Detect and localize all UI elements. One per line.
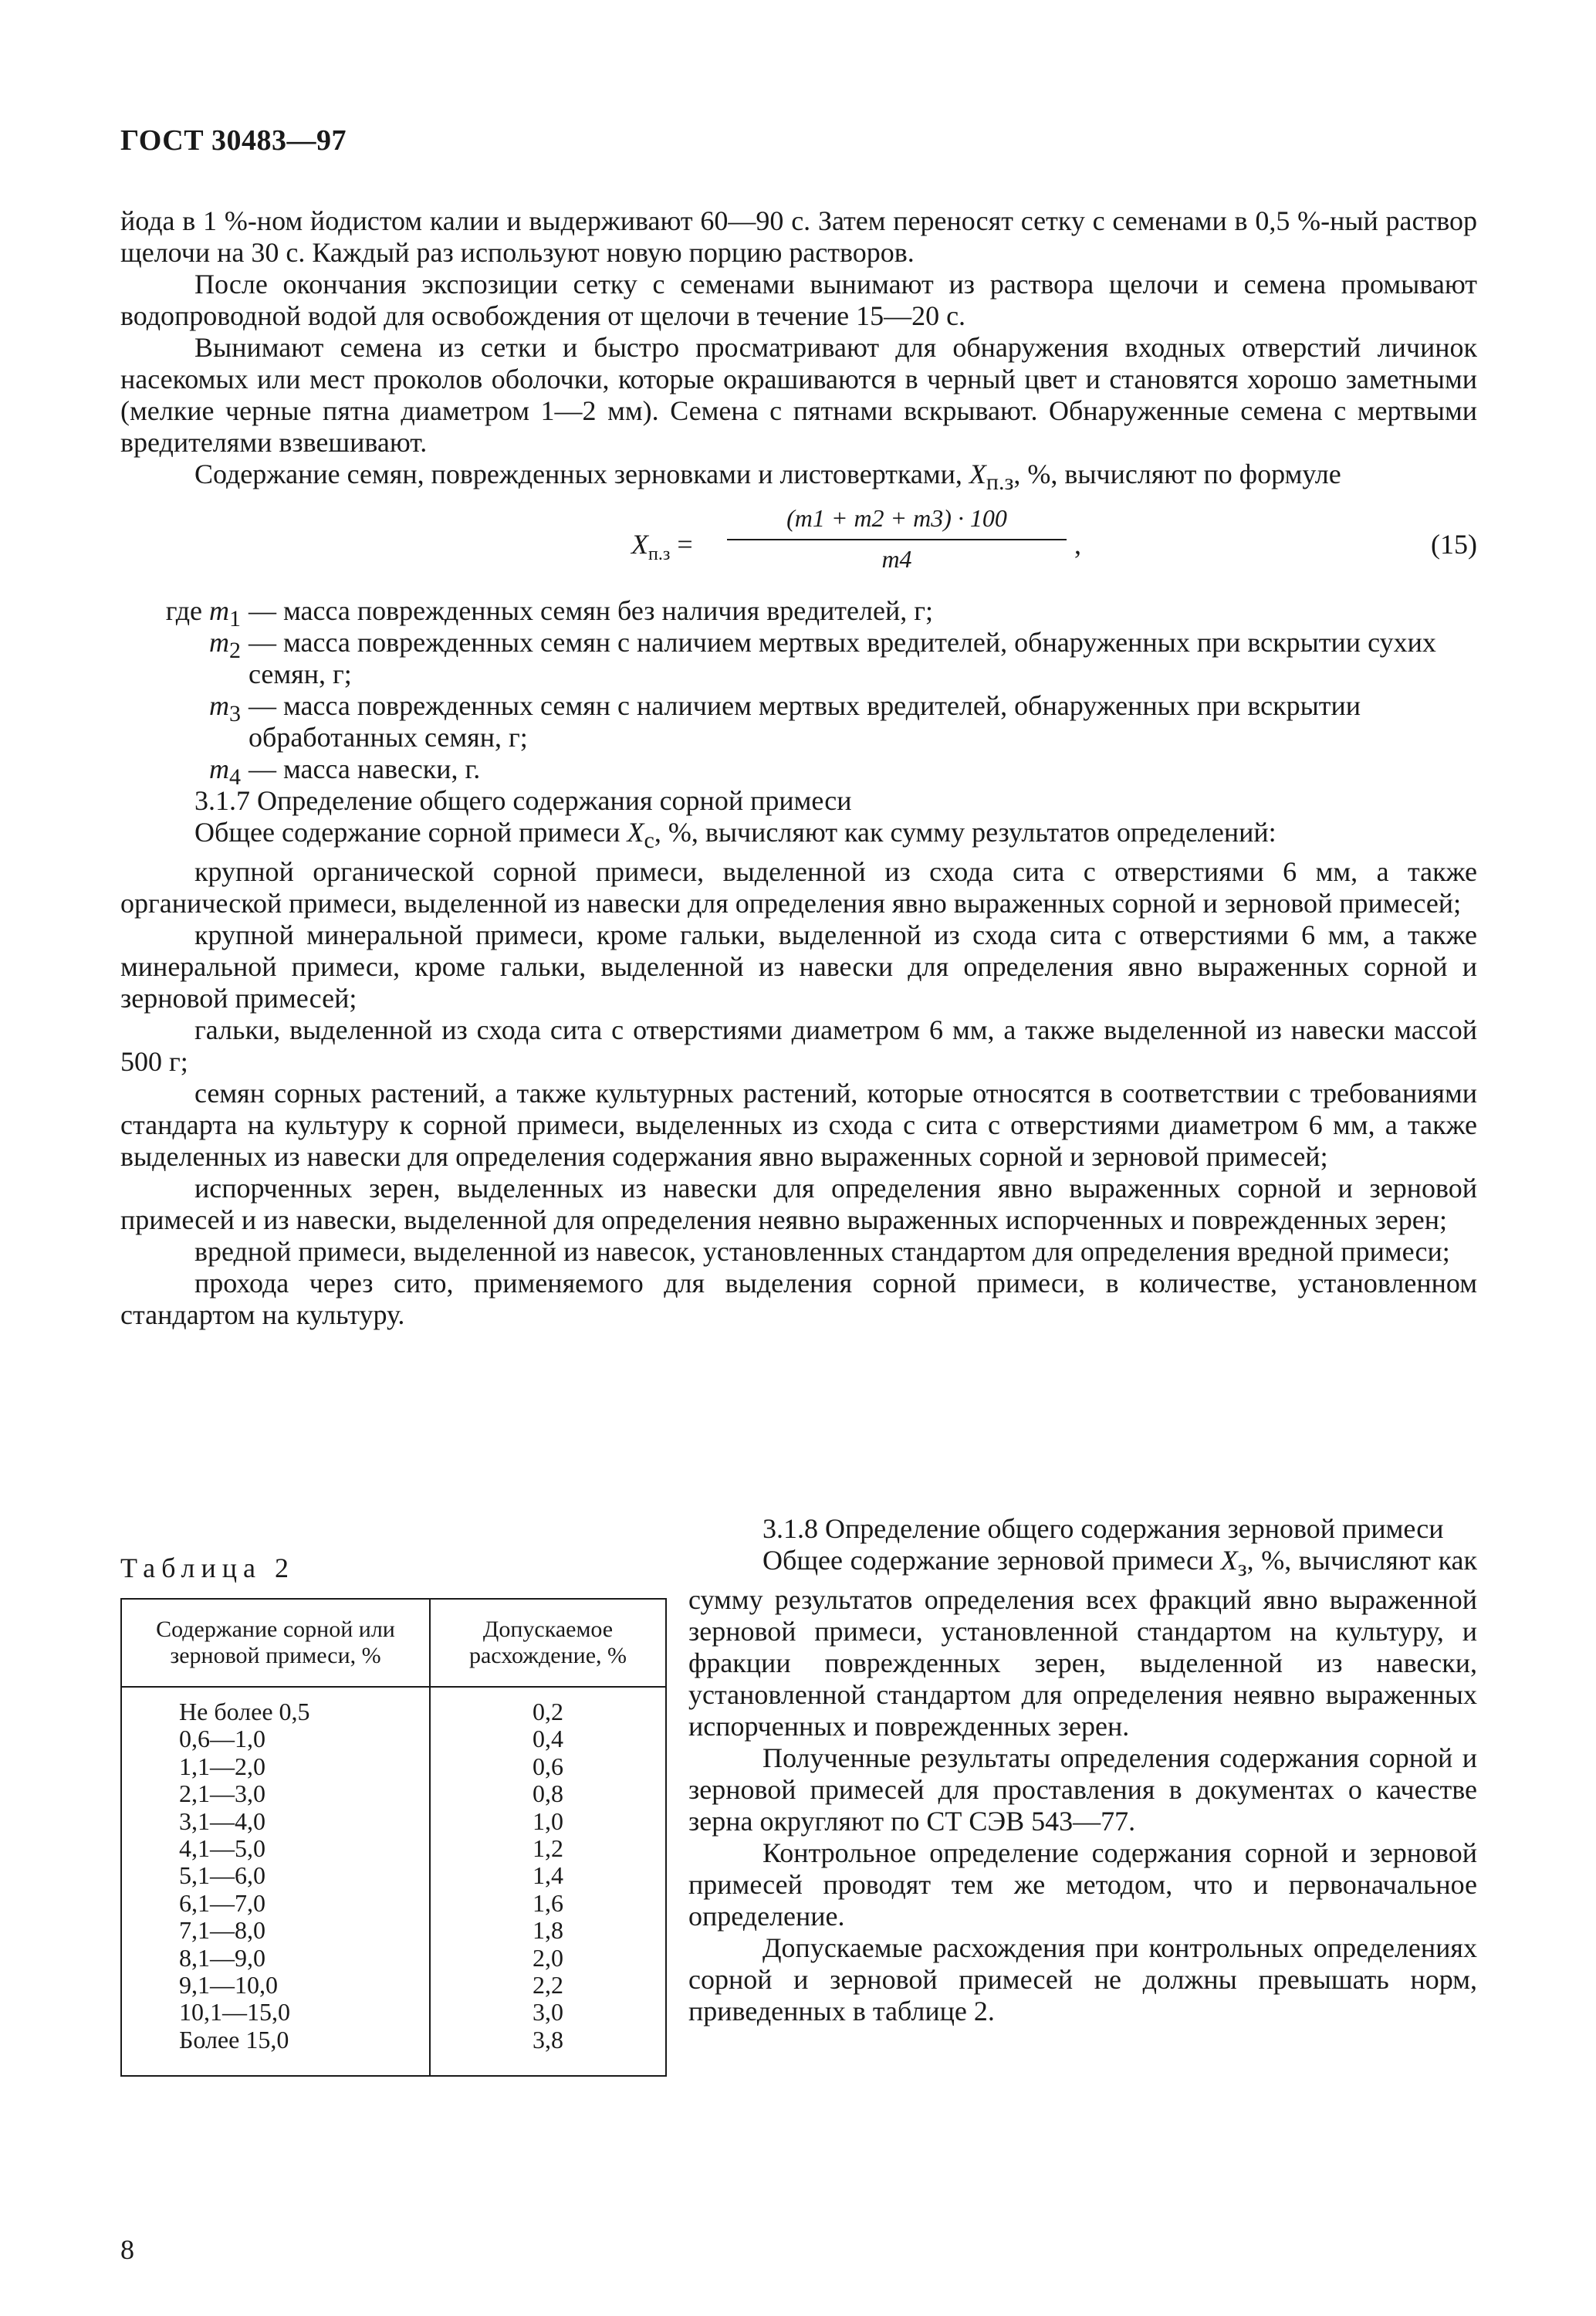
table-cell: 6,1—7,0 (179, 1888, 265, 1917)
formula-denominator: m4 (881, 545, 912, 574)
table-cell: 0,8 (533, 1779, 563, 1808)
table-2 (120, 1598, 667, 2077)
where-sub: 4 (229, 764, 241, 791)
table-cell: 1,6 (533, 1888, 563, 1917)
paragraph: Допускаемые расхождения при контрольных определениях сорной и зерновой примесей не должны превышать норм, приведенных в таблице 2. (688, 1932, 1477, 2027)
intro-after: , %, вычисляют как сумму результатов определения всех фракций явно выраженной зерновой примеси, установленной стандартом на культуру, и фракции поврежденных зерен, выделенной из навески, установленной стандартом для определения неявно выраженных испорченных и поврежденных зерен. (688, 1545, 1477, 1742)
table-cell: 1,0 (533, 1806, 563, 1835)
where-text: — масса навески, г. (249, 753, 481, 785)
list-item: семян сорных растений, а также культурных растений, которые относятся в соответствии с требованиями стандарта на культуру к сорной примеси, выделенных из схода с сита с отверстиями диаметром 6 мм, а также выделенных из навески для определения содержания явно выраженных сорной и зерновой примесей; (120, 1078, 1477, 1173)
paragraph: йода в 1 %-ном йодистом калии и выдерживают 60—90 с. Затем переносят сетку с семенами в 0,5 %-ный раствор щелочи на 30 с. Каждый раз используют новую порцию растворов. (120, 205, 1477, 268)
where-sub: 2 (229, 638, 241, 664)
formula-numerator: (m1 + m2 + m3) · 100 (786, 504, 1007, 533)
where-symbol (120, 753, 241, 793)
table-cell: 8,1—9,0 (179, 1943, 265, 1972)
main-text (120, 205, 1477, 1331)
where-item (120, 627, 1477, 690)
where-item (120, 690, 1477, 753)
list-item: крупной органической сорной примеси, выделенной из схода сита с отверстиями 6 мм, а также органической примеси, выделенной из навески для определения явно выраженных сорной и зерновой примесей; (120, 856, 1477, 919)
formula-equals: = (670, 529, 693, 560)
section-317-intro (120, 817, 1477, 856)
lower-section (120, 1513, 1477, 2208)
where-list (120, 595, 1477, 791)
right-column (688, 1513, 1477, 2027)
page-number: 8 (120, 2234, 134, 2265)
table-cell: 3,0 (533, 1998, 563, 2026)
table-cell: 1,2 (533, 1834, 563, 1863)
list-item: гальки, выделенной из схода сита с отверстиями диаметром 6 мм, а также выделенной из навески массой 500 г; (120, 1014, 1477, 1078)
table-cell: 0,4 (533, 1725, 563, 1753)
where-prefix: где (165, 595, 209, 627)
formula-intro-after: , %, вычисляют по формуле (1013, 459, 1341, 489)
formula-lhs-var: X (631, 529, 648, 560)
section-title-317: 3.1.7 Определение общего содержания сорной примеси (194, 785, 852, 817)
table-cell: 2,0 (533, 1943, 563, 1972)
intro-before: Общее содержание зерновой примеси (762, 1545, 1221, 1576)
table-cell: 10,1—15,0 (179, 1998, 290, 2026)
formula-15 (120, 503, 1477, 587)
formula-lhs-sub: п.з (648, 544, 671, 565)
table-cell: 2,1—3,0 (179, 1779, 265, 1808)
table-cell: 4,1—5,0 (179, 1834, 265, 1863)
table-cell: 0,2 (533, 1698, 563, 1725)
list-item: испорченных зерен, выделенных из навески для определения явно выраженных сорной и зерновой примесей и из навески, выделенной для определения неявно выраженных испорченных и поврежденных зерен; (120, 1173, 1477, 1236)
table-cell: 3,8 (533, 2025, 563, 2054)
where-sub: 1 (229, 606, 241, 632)
where-text: — масса поврежденных семян с наличием мертвых вредителей, обнаруженных при вскрытии обработанных семян, г; (249, 690, 1361, 753)
paragraph: После окончания экспозиции сетку с семенами вынимают из раствора щелочи и семена промывают водопроводной водой для освобождения от щелочи в течение 15—20 с. (120, 269, 1477, 331)
table-body (122, 1688, 665, 2077)
formula-lhs (631, 529, 693, 571)
where-symbol (120, 690, 241, 730)
intro-sub: с (644, 828, 654, 854)
where-item (120, 595, 1477, 632)
formula-intro (120, 459, 1477, 498)
where-text: — масса поврежденных семян без наличия вредителей, г; (249, 595, 933, 627)
table-cell: 5,1—6,0 (179, 1861, 265, 1890)
where-sym: m (209, 627, 229, 659)
table-cell: 0,6 (533, 1752, 563, 1780)
section-title-318: 3.1.8 Определение общего содержания зерновой примеси (762, 1513, 1444, 1544)
where-item (120, 753, 1477, 791)
equation-number: (15) (1431, 529, 1477, 560)
table-cell: 2,2 (533, 1971, 563, 1999)
table-header-cell: Допускаемое расхождение, % (468, 1617, 627, 1668)
table-cell: 7,1—8,0 (179, 1916, 265, 1945)
formula-intro-var: X (969, 459, 986, 489)
table-column-content (122, 1688, 431, 2077)
list-item: вредной примеси, выделенной из навесок, установленных стандартом для определения вредной примеси; (194, 1236, 1450, 1268)
paragraph: Контрольное определение содержания сорной и зерновой примесей проводят тем же методом, что и первоначальное определение. (688, 1837, 1477, 1932)
intro-sub: з (1237, 1556, 1247, 1582)
table-header-cell: Содержание сорной или зерновой примеси, % (122, 1600, 431, 1686)
table-cell: 3,1—4,0 (179, 1806, 265, 1835)
intro-var: X (1220, 1545, 1238, 1576)
table-header (122, 1600, 665, 1688)
where-sym: m (209, 595, 229, 627)
section-318-intro (688, 1545, 1477, 1742)
paragraph: Вынимают семена из сетки и быстро просматривают для обнаружения входных отверстий личинок насекомых или мест проколов оболочки, которые окрашиваются в черный цвет и становятся хорошо заметными (мелкие черные пятна диаметром 1—2 мм). Семена с пятнами вскрывают. Обнаруженные семена с мертвыми вредителями взвешивают. (120, 332, 1477, 458)
table-cell: 1,8 (533, 1916, 563, 1945)
where-text: — масса поврежденных семян с наличием мертвых вредителей, обнаруженных при вскрытии сухих семян, г; (249, 627, 1436, 690)
table-cell: Более 15,0 (179, 2025, 289, 2054)
table-cell: 1,4 (533, 1861, 563, 1890)
table-cell: 1,1—2,0 (179, 1752, 265, 1780)
formula-intro-sub: п.з (986, 469, 1014, 496)
formula-comma: , (1074, 529, 1081, 560)
table-caption: Таблица 2 (120, 1552, 295, 1583)
list-item: крупной минеральной примеси, кроме гальки, выделенной из схода сита с отверстиями 6 мм, а также минеральной примеси, кроме гальки, выделенной из навески для определения явно выраженных сорной и зерновой примесей; (120, 919, 1477, 1014)
table-column-discrepancy (431, 1688, 665, 2077)
where-sym: m (209, 753, 229, 785)
where-sym: m (209, 690, 229, 722)
intro-var: X (627, 817, 644, 848)
list-item: прохода через сито, применяемого для выделения сорной примеси, в количестве, установленном стандартом на культуру. (120, 1268, 1477, 1331)
formula-fraction (727, 503, 1067, 575)
table-cell: Не более 0,5 (179, 1698, 310, 1725)
paragraph: Полученные результаты определения содержания сорной и зерновой примесей для проставления в документах о качестве зерна округляют по СТ СЭВ 543—77. (688, 1742, 1477, 1837)
intro-after: , %, вычисляют как сумму результатов определений: (654, 817, 1276, 848)
where-symbol (120, 627, 241, 666)
document-code: ГОСТ 30483—97 (120, 124, 347, 157)
table-cell: 9,1—10,0 (179, 1971, 278, 1999)
intro-before: Общее содержание сорной примеси (194, 817, 627, 848)
table-cell: 0,6—1,0 (179, 1725, 265, 1753)
where-sub: 3 (229, 701, 241, 727)
formula-intro-before: Содержание семян, поврежденных зерновками и листовертками, (194, 459, 969, 489)
